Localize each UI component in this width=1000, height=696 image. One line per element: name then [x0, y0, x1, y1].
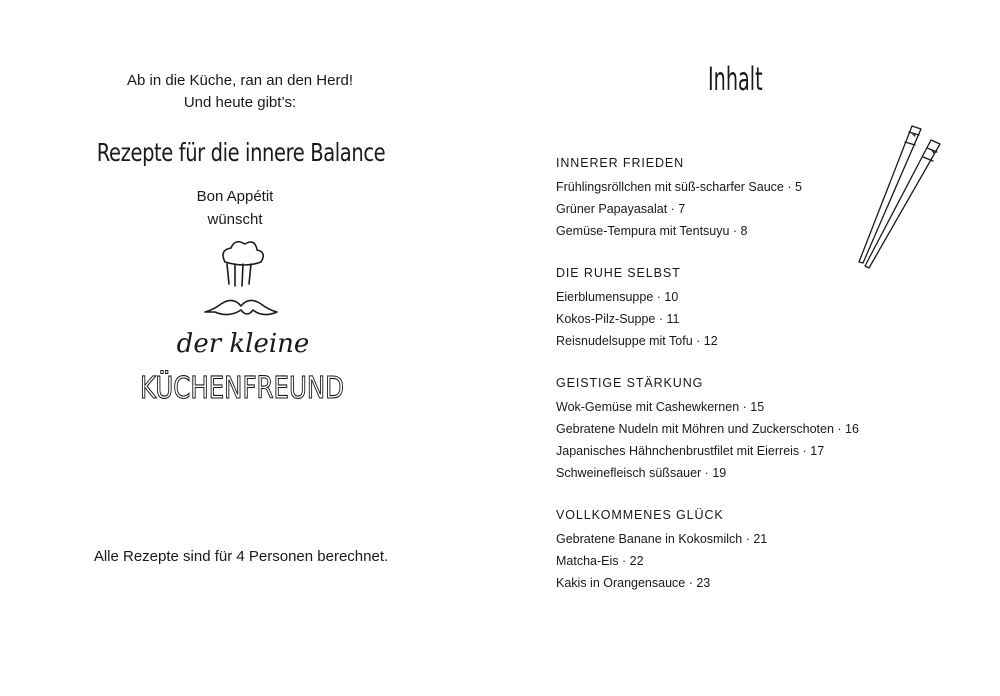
toc-entry: Gebratene Banane in Kokosmilch · 21 [556, 532, 768, 546]
toc-entry: Gebratene Nudeln mit Möhren und Zuckerschoten · 16 [556, 422, 859, 436]
toc-section [556, 154, 976, 242]
wuenscht-text: wünscht [207, 211, 263, 228]
toc-section-heading: DIE RUHE SELBST [556, 266, 681, 280]
moustache-icon [205, 300, 277, 314]
toc-section [556, 264, 976, 352]
toc-section [556, 374, 976, 484]
logo-text-kuechenfreund: KÜCHENFREUND [140, 371, 391, 406]
chef-hat-icon [223, 242, 263, 286]
logo-text-der-kleine: der kleine [176, 329, 310, 359]
toc-section-heading: GEISTIGE STÄRKUNG [556, 376, 704, 390]
toc-entry: Eierblumensuppe · 10 [556, 290, 679, 304]
toc-entry: Reisnudelsuppe mit Tofu · 12 [556, 334, 718, 348]
bon-appetit-text: Bon Appétit [196, 188, 274, 205]
toc-entry: Kokos-Pilz-Suppe · 11 [556, 312, 680, 326]
toc-entry: Japanisches Hähnchenbrustfilet mit Eierreis · 17 [556, 444, 825, 458]
intro-line: Und heute gibt’s: [183, 94, 297, 111]
book-title: Rezepte für die innere Balance [96, 138, 386, 167]
toc-entry: Frühlingsröllchen mit süß-scharfer Sauce · 5 [556, 180, 802, 194]
toc-entry: Kakis in Orangensauce · 23 [556, 576, 711, 590]
toc-entry: Matcha-Eis · 22 [556, 554, 644, 568]
toc-entry: Schweinefleisch süßsauer · 19 [556, 466, 727, 480]
table-of-contents [556, 154, 976, 616]
toc-section-heading: VOLLKOMMENES GLÜCK [556, 508, 724, 522]
toc-section-heading: INNERER FRIEDEN [556, 156, 685, 170]
toc-section [556, 506, 976, 594]
toc-entry: Gemüse-Tempura mit Tentsuyu · 8 [556, 224, 748, 238]
toc-entry: Wok-Gemüse mit Cashewkernen · 15 [556, 400, 765, 414]
toc-entry: Grüner Papayasalat · 7 [556, 202, 686, 216]
kuechenfreund-logo [125, 240, 391, 420]
page-title: Inhalt [708, 60, 763, 98]
right-page [500, 0, 1000, 696]
intro-line: Ab in die Küche, ran an den Herd! [127, 72, 353, 89]
portion-note: Alle Rezepte sind für 4 Personen berechnet. [93, 548, 389, 565]
